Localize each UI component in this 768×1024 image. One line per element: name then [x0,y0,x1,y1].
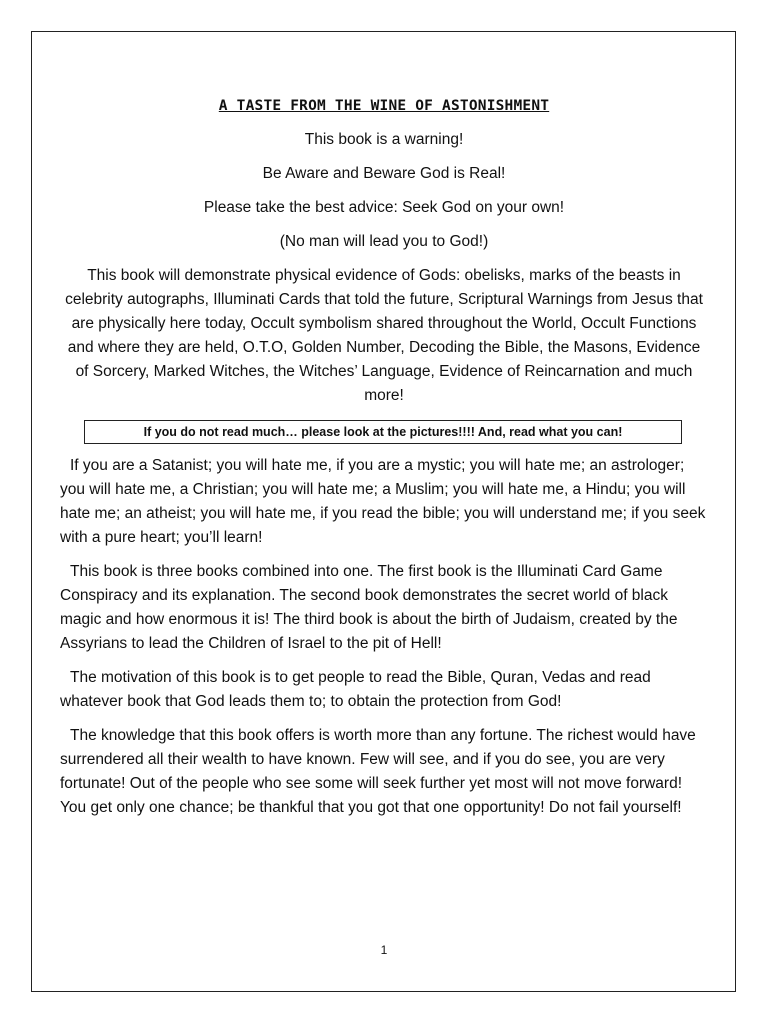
paragraph-motivation: The motivation of this book is to get people to read the Bible, Quran, Vedas and read whatever book that God leads them to; to obtain the protection from God! [60,669,651,710]
document-title: A TASTE FROM THE WINE OF ASTONISHMENT [218,98,550,114]
document-body [60,94,708,830]
intro-line-warning: This book is a warning! [304,131,464,148]
intro-line-no-man: (No man will lead you to God!) [279,233,489,250]
intro-line-advice: Please take the best advice: Seek God on your own! [203,199,565,216]
intro-line-aware: Be Aware and Beware God is Real! [262,165,506,182]
page-number: 1 [380,943,388,957]
paragraph-three-books: This book is three books combined into one. The first book is the Illuminati Card Game Conspiracy and its explanation. The second book demonstrates the secret world of black magic and how enormous it is! The third book is about the birth of Judaism, created by the Assyrians to lead the Children of Israel to the pit of Hell! [60,563,678,652]
paragraph-knowledge: The knowledge that this book offers is worth more than any fortune. The richest would have surrendered all their wealth to have known. Few will see, and if you do see, you are very fortunate! Out of the people who see some will seek further yet most will not move forward! You get only one chance; be thankful that you got that one opportunity! Do not fail yourself! [60,727,696,816]
callout-box: If you do not read much… please look at the pictures!!!! And, read what you can! [84,420,682,444]
intro-paragraph: This book will demonstrate physical evidence of Gods: obelisks, marks of the beasts in celebrity autographs, Illuminati Cards that told the future, Scriptural Warnings from Jesus that are physically here today, Occult symbolism shared throughout the World, Occult Functions and where they are held, O.T.O, Golden Number, Decoding the Bible, the Masons, Evidence of Sorcery, Marked Witches, the Witches’ Language, Evidence of Reincarnation and much more! [65,267,703,404]
paragraph-satanist: If you are a Satanist; you will hate me, if you are a mystic; you will hate me; an astrologer; you will hate me, a Christian; you will hate me; a Muslim; you will hate me, a Hindu; you will hate me; an atheist; you will hate me, if you read the bible; you will understand me; if you seek with a pure heart; you’ll learn! [60,457,706,546]
